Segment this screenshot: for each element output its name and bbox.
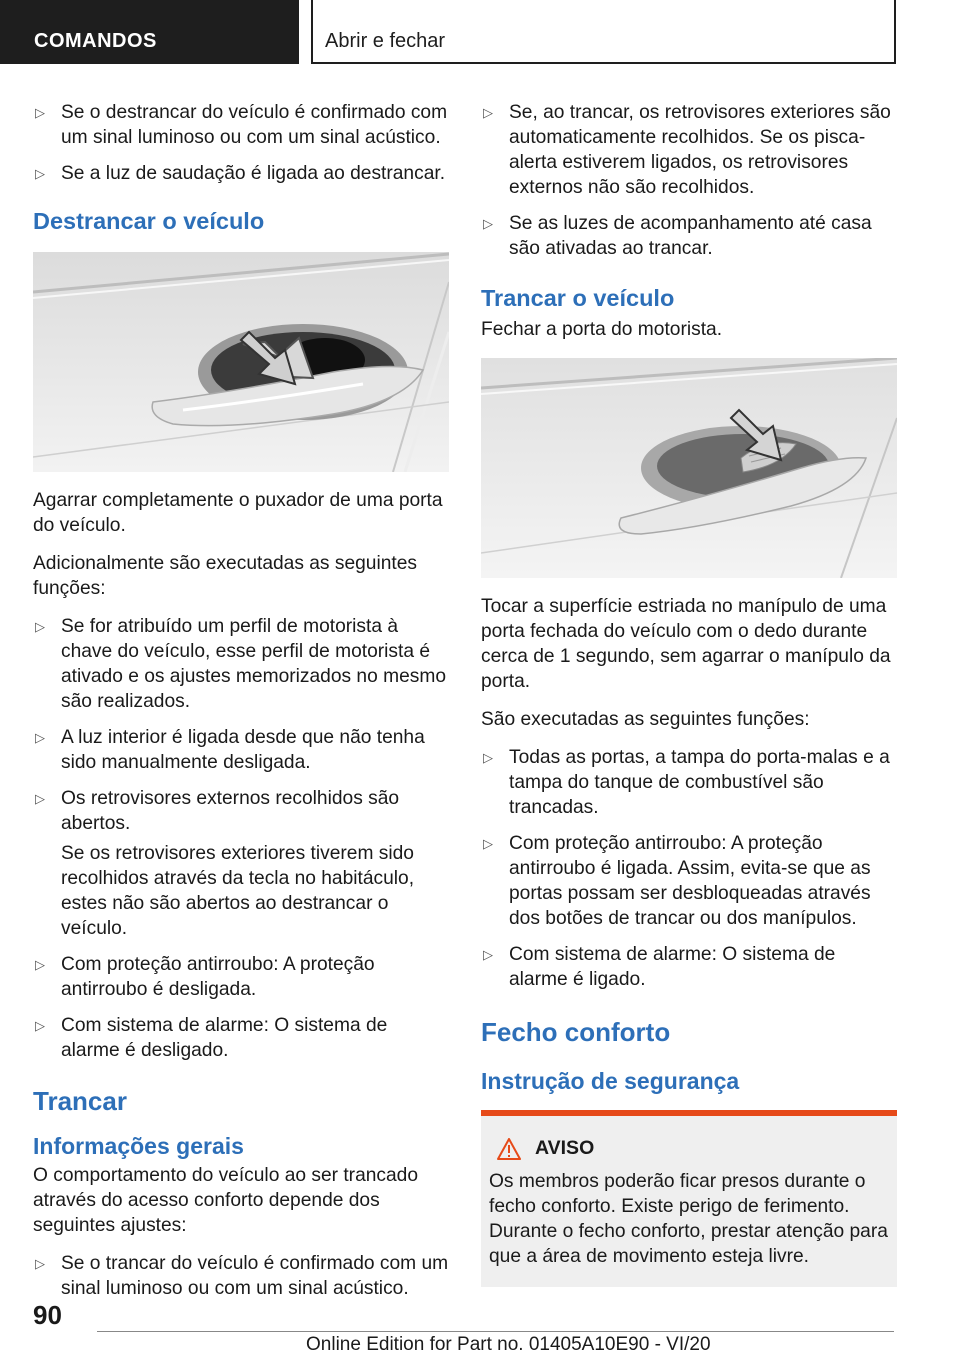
paragraph: Agarrar completamente o puxador de uma porta do veículo. <box>33 490 443 536</box>
bullet-triangle-icon: ▷ <box>35 730 45 745</box>
footer-edition: Online Edition for Part no. 01405A10E90 - VI/20 <box>306 1334 711 1355</box>
bullet-triangle-icon: ▷ <box>35 105 45 120</box>
list-item: ▷ Se o destrancar do veículo é confirmado com um sinal luminoso ou com um sinal acústico. <box>35 102 448 148</box>
bullet-triangle-icon: ▷ <box>483 836 493 851</box>
bullet-triangle-icon: ▷ <box>35 619 45 634</box>
list-item-continuation: Se os retrovisores exteriores tiverem sido recolhidos através da tecla no habitáculo, estes não são abertos ao destrancar o veículo. <box>61 843 415 939</box>
list-item: ▷ A luz interior é ligada desde que não tenha sido manualmente desligada. <box>35 727 425 773</box>
warning-triangle-icon <box>497 1138 521 1160</box>
list-item: ▷ Se as luzes de acompanhamento até casa são ativadas ao trancar. <box>483 213 872 259</box>
heading-unlock-vehicle: Destrancar o veículo <box>33 208 265 234</box>
left-column <box>33 100 449 1312</box>
list-item: ▷ Com sistema de alarme: O sistema de alarme é ligado. <box>483 944 836 990</box>
bullet-triangle-icon: ▷ <box>483 750 493 765</box>
bullet-triangle-icon: ▷ <box>35 1018 45 1033</box>
list-item: ▷ Se o trancar do veículo é confirmado com um sinal luminoso ou com um sinal acústico. <box>35 1253 449 1299</box>
header-chapter: Abrir e fechar <box>311 0 896 64</box>
header-section: COMANDOS <box>0 0 299 64</box>
list-item: ▷ Se for atribuído um perfil de motorista à chave do veículo, esse perfil de motorista é ativado e os ajustes memorizados no mesmo são realizados. <box>35 616 446 712</box>
paragraph: São executadas as seguintes funções: <box>481 709 810 730</box>
door-handle-unlock-illustration <box>33 252 449 472</box>
list-item: ▷ Se a luz de saudação é ligada ao destrancar. <box>35 163 446 184</box>
bullet-triangle-icon: ▷ <box>35 791 45 806</box>
right-column <box>481 100 897 1287</box>
heading-safety-instruction: Instrução de segurança <box>481 1068 740 1094</box>
door-handle-lock-illustration <box>481 358 897 578</box>
footer-divider <box>97 1331 894 1332</box>
warning-text: Os membros poderão ficar presos durante o fecho conforto. Existe perigo de ferimento. Durante o fecho conforto, prestar atenção para que a área de movimento esteja livre. <box>489 1171 888 1267</box>
heading-lock: Trancar <box>33 1086 127 1116</box>
bullet-triangle-icon: ▷ <box>483 216 493 231</box>
bullet-triangle-icon: ▷ <box>483 105 493 120</box>
bullet-triangle-icon: ▷ <box>35 1256 45 1271</box>
paragraph: O comportamento do veículo ao ser trancado através do acesso conforto depende dos seguintes ajustes: <box>33 1165 419 1236</box>
list-item: ▷ Todas as portas, a tampa do porta-malas e a tampa do tanque de combustível são trancadas. <box>483 747 890 818</box>
list-item: ▷ Com proteção antirroubo: A proteção antirroubo é ligada. Assim, evita-se que as portas possam ser desbloqueadas através dos botões de trancar ou dos manípulos. <box>483 833 871 929</box>
list-item: ▷ Se, ao trancar, os retrovisores exteriores são automaticamente recolhidos. Se os pisca-alerta estiverem ligados, os retrovisores externos não são recolhidos. <box>483 102 891 198</box>
paragraph: Adicionalmente são executadas as seguintes funções: <box>33 553 417 599</box>
list-item: ▷ Os retrovisores externos recolhidos são abertos. <box>35 788 400 834</box>
bullet-triangle-icon: ▷ <box>483 947 493 962</box>
warning-title: AVISO <box>489 1136 889 1161</box>
page-number: 90 <box>33 1300 62 1330</box>
list-item: ▷ Com sistema de alarme: O sistema de alarme é desligado. <box>35 1015 388 1061</box>
paragraph: Fechar a porta do motorista. <box>481 319 723 340</box>
warning-box <box>481 1110 897 1287</box>
paragraph: Tocar a superfície estriada no manípulo de uma porta fechada do veículo com o dedo durante cerca de 1 segundo, sem agarrar o manípulo da porta. <box>481 596 891 692</box>
heading-comfort-closing: Fecho conforto <box>481 1017 671 1047</box>
bullet-triangle-icon: ▷ <box>35 166 45 181</box>
bullet-triangle-icon: ▷ <box>35 957 45 972</box>
list-item: ▷ Com proteção antirroubo: A proteção antirroubo é desligada. <box>35 954 375 1000</box>
heading-general-info: Informações gerais <box>33 1133 244 1159</box>
heading-lock-vehicle: Trancar o veículo <box>481 285 675 311</box>
